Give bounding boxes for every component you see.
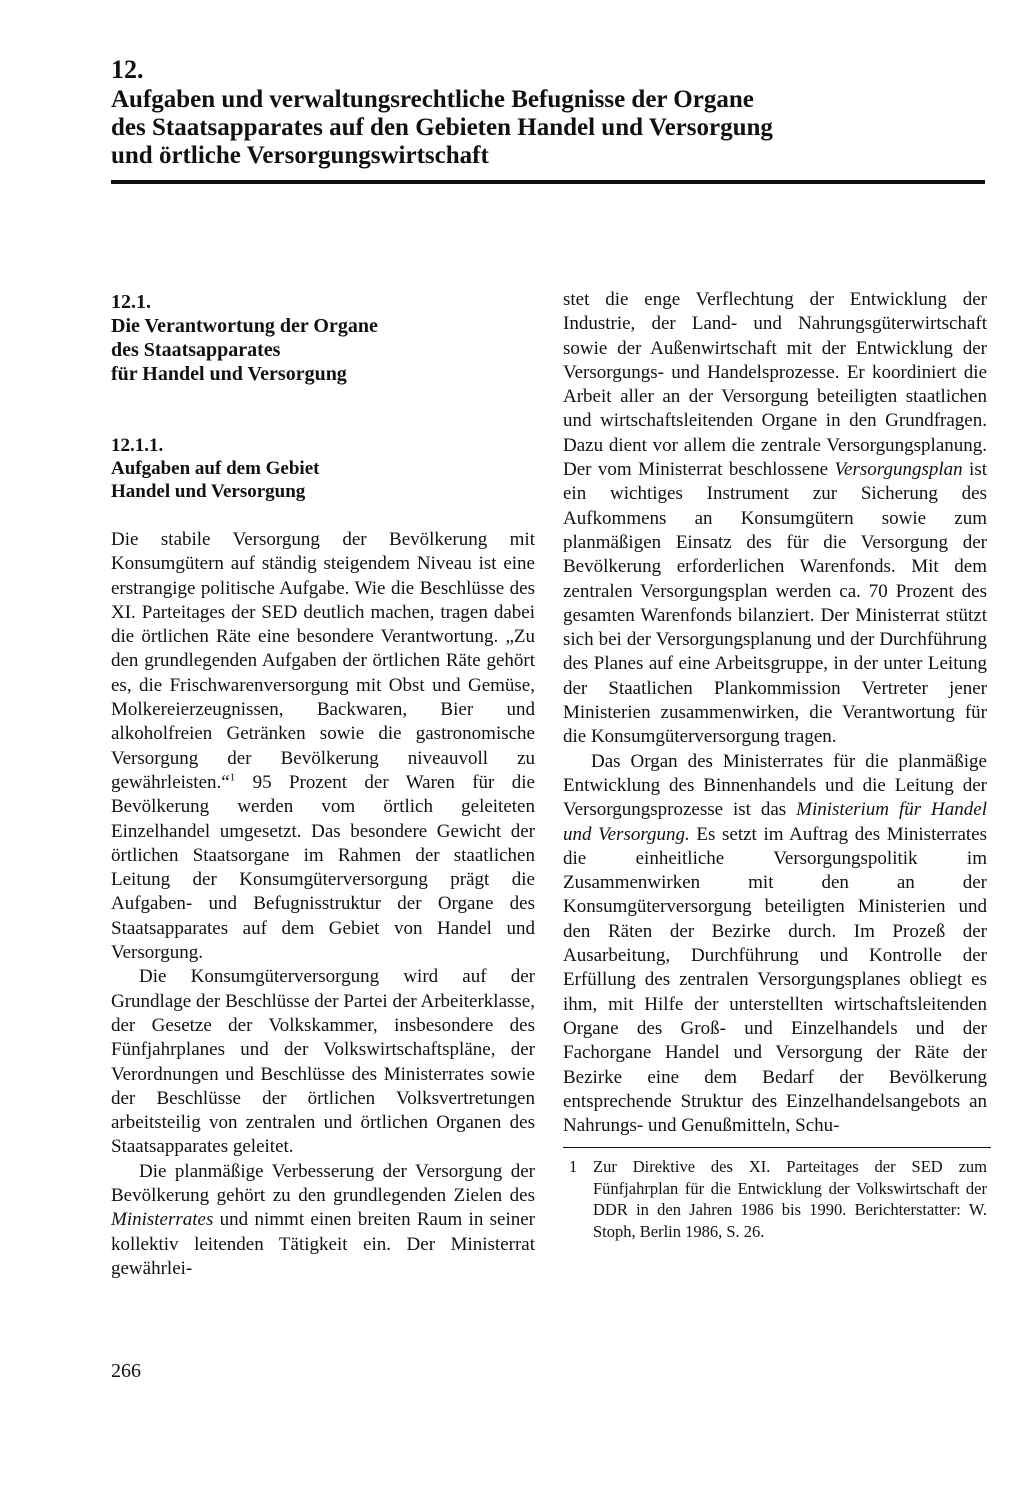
paragraph-text: Die stabile Versorgung der Bevölkerung mit Konsumgütern auf ständig steigendem Niveau ist eine erstrangige politische Aufgabe. Wie die Beschlüsse des XI. Parteitages der SED deutlich machen, tragen dabei die örtlichen Räte eine besondere Verantwortung. „Zu den grundlegenden Aufgaben der örtlichen Räte gehört es, die Frischwarenversorgung mit Obst und Gemüse, Molkereierzeugnissen, Backwaren, Bier und alkoholfreien Getränken sowie die gastronomische Versorgung der Bevölkerung niveauvoll zu gewährleisten.“	[111, 529, 535, 793]
chapter-heading	[111, 55, 981, 170]
right-column	[563, 288, 987, 1242]
footnote-marker: 1	[569, 1157, 578, 1177]
emphasis-text: Ministerium für Handel und Versorgung.	[563, 799, 987, 845]
left-column	[111, 288, 535, 1281]
page-number: 266	[111, 1360, 141, 1382]
paragraph	[563, 750, 987, 1139]
paragraph-text: Es setzt im Auftrag des Ministerrates die einheitliche Versorgungspolitik im Zusammenwirken mit den an der Konsumgüterversorgung beteiligten Ministerien und den Räten der Bezirke durch. Im Prozeß der Ausarbeitung, Durchführung und Kontrolle der Erfüllung des zentralen Versorgungsplanes obliegt es ihm, mit Hilfe der unterstellten wirtschaftsleitenden Organe des Groß- und Einzelhandels und der Fachorgane Handel und Versorgung der Räte der Bezirke eine dem Bedarf der Bevölkerung entsprechende Struktur des Einzelhandelsangebots an Nahrungs- und Genußmitteln, Schu-	[563, 823, 987, 1137]
subsection-number: 12.1.1.	[111, 435, 164, 456]
chapter-title	[111, 86, 981, 170]
chapter-divider	[111, 180, 985, 184]
subsection-heading	[111, 434, 535, 503]
paragraph	[563, 288, 987, 750]
section-title-line: des Staatsapparates	[111, 339, 281, 361]
section-title-line: Die Verantwortung der Organe	[111, 315, 378, 337]
paragraph-text: Die planmäßige Verbesserung der Versorgung der Bevölkerung gehört zu den grundlegenden Zielen des	[111, 1160, 535, 1207]
paragraph	[111, 965, 535, 1159]
chapter-number: 12.	[111, 55, 144, 84]
subsection-title-line: Aufgaben auf dem Gebiet	[111, 458, 320, 479]
emphasis-text: Ministerrates	[111, 1209, 214, 1231]
paragraph-text: stet die enge Verflechtung der Entwicklung der Industrie, der Land- und Nahrungsgüterwirtschaft sowie der Außenwirtschaft mit der Entwicklung der Versorgungs- und Handelsprozesse. Er koordiniert die Arbeit aller an der Versorgung beteiligten staatlichen und wirtschaftsleitenden Organe in den Grundfragen. Dazu dient vor allem die zentrale Versorgungsplanung. Der vom Ministerrat beschlossene	[563, 289, 987, 481]
section-number: 12.1.	[111, 291, 151, 313]
section-title-line: für Handel und Versorgung	[111, 363, 347, 385]
paragraph-text: Die Konsumgüterversorgung wird auf der Grundlage der Beschlüsse der Partei der Arbeiterklasse, der Gesetze der Volkskammer, insbesondere des Fünfjahrplanes und der Volkswirtschaftspläne, der Verordnungen und Beschlüsse des Ministerrates sowie der Beschlüsse der örtlichen Volksvertretungen arbeitsteilig von zentralen und örtlichen Organen des Staatsapparates geleitet.	[111, 966, 535, 1158]
paragraph-text: und nimmt einen breiten Raum in seiner kollektiv leitenden Tätigkeit ein. Der Ministerrat gewährlei-	[111, 1209, 535, 1279]
subsection-title-line: Handel und Versorgung	[111, 481, 306, 502]
paragraph	[111, 1160, 535, 1281]
paragraph-text: Das Organ des Ministerrates für die planmäßige Entwicklung des Binnenhandels und die Leitung der Versorgungsprozesse ist das	[563, 750, 987, 821]
footnote-divider	[563, 1147, 991, 1148]
paragraph	[111, 528, 535, 965]
footnote-text: Zur Direktive des XI. Parteitages der SED zum Fünfjahrplan für die Entwicklung der Volkswirtschaft der DDR in den Jahren 1986 bis 1990. Berichterstatter: W. Stoph, Berlin 1986, S. 26.	[593, 1157, 987, 1241]
paragraph-text: 95 Prozent der Waren für die Bevölkerung werden vom örtlich geleiteten Einzelhandel umgesetzt. Das besondere Gewicht der örtlichen Staatsorgane im Rahmen der staatlichen Leitung der Konsumgüterversorgung prägt die Aufgaben- und Befugnisstruktur der Organe des Staatsapparates auf dem Gebiet von Handel und Versorgung.	[111, 771, 535, 964]
section-heading	[111, 290, 535, 386]
footnote-reference[interactable]: 1	[229, 771, 236, 784]
chapter-title-line: Aufgaben und verwaltungsrechtliche Befugnisse der Organe	[111, 86, 754, 113]
chapter-title-line: und örtliche Versorgungswirtschaft	[111, 142, 489, 169]
chapter-title-line: des Staatsapparates auf den Gebieten Handel und Versorgung	[111, 114, 773, 141]
footnote	[563, 1156, 987, 1242]
emphasis-text: Versorgungsplan	[834, 459, 963, 481]
paragraph-text: ist ein wichtiges Instrument zur Sicherung des Aufkommens an Konsumgütern sowie zum planmäßigen Einsatz des für die Versorgung der Bevölkerung erforderlichen Warenfonds. Mit dem zentralen Versorgungsplan werden ca. 70 Prozent des gesamten Warenfonds bilanziert. Der Ministerrat stützt sich bei der Versorgungsplanung und der Durchführung des Planes auf eine Arbeitsgruppe, in der unter Leitung der Staatlichen Plankommission Vertreter jener Ministerien zusammenwirken, die Verantwortung für die Konsumgüterversorgung tragen.	[563, 459, 987, 748]
